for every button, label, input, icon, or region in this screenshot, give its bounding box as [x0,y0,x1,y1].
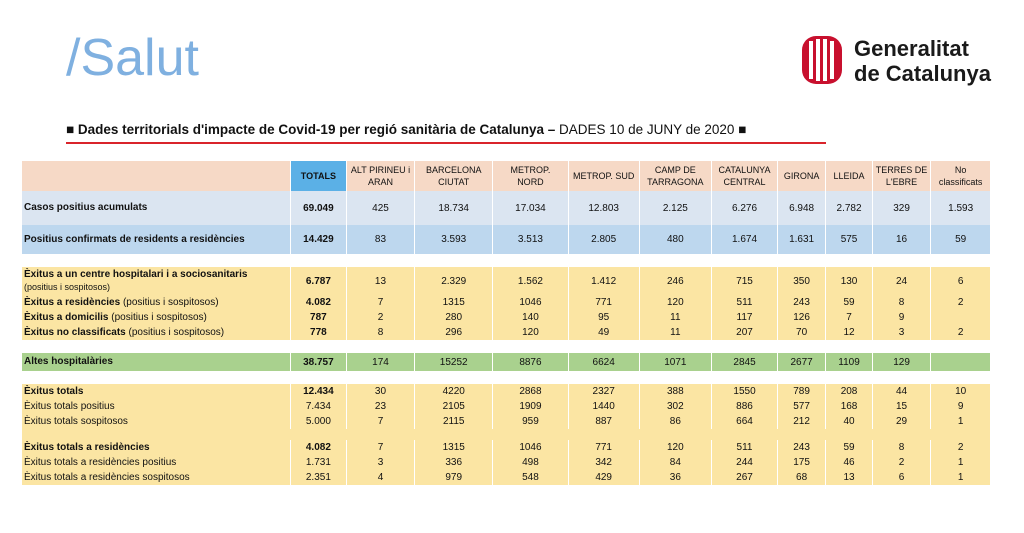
cell: 174 [346,353,415,371]
cell: 95 [568,310,639,325]
row-label-note: (positius i sospitosos) [111,311,207,323]
cell: 350 [777,267,825,295]
cell: 9 [872,310,931,325]
spacer-row [22,371,991,384]
cell: 2868 [493,384,569,399]
cell: 83 [346,225,415,254]
cell-total: 1.731 [291,455,347,470]
cell: 664 [712,414,778,429]
cell: 429 [568,470,639,485]
cell: 6 [872,470,931,485]
row-exitus-no-classificats [22,325,991,340]
row-label-main: Èxitus no classificats [24,326,126,338]
col-header: LLEIDA [826,161,872,191]
cell-total: 4.082 [291,440,347,455]
cell: 15 [872,399,931,414]
row-label-main: Èxitus a un centre hospitalari i a sociosanitaris [24,268,248,280]
cell: 208 [826,384,872,399]
cell: 1109 [826,353,872,371]
cell: 84 [639,455,712,470]
spacer-row [22,254,991,267]
cell: 10 [931,384,991,399]
col-header: CAMP DE TARRAGONA [639,161,712,191]
cell: 1315 [415,295,493,310]
cell: 2.125 [639,191,712,225]
cell: 12 [826,325,872,340]
row-label-note: (positius i sospitosos) [122,296,219,308]
cell: 59 [826,440,872,455]
cell-total: 69.049 [291,191,347,225]
row-label: Èxitus totals sospitosos [22,414,291,429]
report-title-date: DADES 10 de JUNY de 2020 ■ [559,122,747,137]
row-exitus-totals-sospitosos [22,414,991,429]
col-header: BARCELONA CIUTAT [415,161,493,191]
cell: 2115 [415,414,493,429]
cell: 120 [639,440,712,455]
cell: 13 [346,267,415,295]
senyera-icon [802,36,842,84]
col-header: ALT PIRINEU i ARAN [346,161,415,191]
cell: 117 [712,310,778,325]
spacer [22,340,991,353]
cell: 4 [346,470,415,485]
row-label: Èxitus totals a residències [22,440,291,455]
row-label [22,325,291,340]
row-exitus-totals-residencies-sospitosos [22,470,991,485]
cell: 23 [346,399,415,414]
row-label-note: (positius i sospitosos) [128,326,225,338]
cell: 388 [639,384,712,399]
report-title-lead: ■ Dades territorials d'impacte de Covid-19 per regió sanitària de Catalunya – [66,122,556,137]
row-label [22,267,291,295]
cell: 126 [777,310,825,325]
row-residents [22,225,991,254]
row-label: Èxitus totals [22,384,291,399]
cell: 207 [712,325,778,340]
cell: 425 [346,191,415,225]
cell-total: 12.434 [291,384,347,399]
cell: 68 [777,470,825,485]
cell: 1 [931,414,991,429]
cell: 2.805 [568,225,639,254]
cell: 1046 [493,295,569,310]
cell: 8876 [493,353,569,371]
col-header: CATALUNYA CENTRAL [712,161,778,191]
cell: 771 [568,295,639,310]
row-label [22,295,291,310]
cell-total: 4.082 [291,295,347,310]
cell: 302 [639,399,712,414]
cell-total: 5.000 [291,414,347,429]
salut-logo: /Salut [66,29,199,87]
generalitat-logo [802,36,1002,88]
cell-total: 787 [291,310,347,325]
col-header: METROP. NORD [493,161,569,191]
spacer-row [22,429,991,440]
cell: 7 [346,414,415,429]
cell: 12.803 [568,191,639,225]
cell: 9 [931,399,991,414]
col-header: TERRES DE L'EBRE [872,161,931,191]
row-label: Èxitus totals a residències positius [22,455,291,470]
spacer [22,371,991,384]
row-exitus-totals-residencies [22,440,991,455]
cell: 49 [568,325,639,340]
cell: 1315 [415,440,493,455]
cell-total: 778 [291,325,347,340]
cell: 13 [826,470,872,485]
cell: 2 [931,295,991,310]
cell: 2.782 [826,191,872,225]
cell: 887 [568,414,639,429]
cell: 2 [931,325,991,340]
cell: 29 [872,414,931,429]
row-exitus-residencies [22,295,991,310]
col-header: METROP. SUD [568,161,639,191]
col-header: GIRONA [777,161,825,191]
cell: 498 [493,455,569,470]
cell: 8 [872,295,931,310]
cell: 1.593 [931,191,991,225]
cell: 2 [872,455,931,470]
cell: 2677 [777,353,825,371]
cell: 1909 [493,399,569,414]
report-title [66,122,746,137]
generalitat-line2: de Catalunya [854,61,991,86]
row-label: Casos positius acumulats [22,191,291,225]
row-label-main: Èxitus a residències [24,296,121,308]
cell: 1.412 [568,267,639,295]
cell: 2 [346,310,415,325]
cell-total: 14.429 [291,225,347,254]
cell: 175 [777,455,825,470]
cell: 7 [346,440,415,455]
cell: 1440 [568,399,639,414]
cell: 1 [931,470,991,485]
cell: 2105 [415,399,493,414]
cell: 3 [872,325,931,340]
cell: 511 [712,440,778,455]
cell: 771 [568,440,639,455]
col-header: No classificats [931,161,991,191]
cell: 7 [826,310,872,325]
cell: 3.593 [415,225,493,254]
cell: 886 [712,399,778,414]
cell: 296 [415,325,493,340]
cell: 6.276 [712,191,778,225]
cell: 1046 [493,440,569,455]
row-label-main: Èxitus a domicilis [24,311,109,323]
cell: 1.562 [493,267,569,295]
cell [931,310,991,325]
cell: 959 [493,414,569,429]
cell: 129 [872,353,931,371]
row-exitus-totals-residencies-positius [22,455,991,470]
row-exitus-totals [22,384,991,399]
cell: 59 [931,225,991,254]
data-table [22,161,991,485]
row-label: Positius confirmats de residents a residències [22,225,291,254]
cell: 244 [712,455,778,470]
cell: 2.329 [415,267,493,295]
row-label: Èxitus totals positius [22,399,291,414]
cell: 11 [639,325,712,340]
cell: 6624 [568,353,639,371]
row-label-note: (positius i sospitosos) [24,281,111,292]
row-exitus-hospital [22,267,991,295]
cell: 979 [415,470,493,485]
cell: 59 [826,295,872,310]
cell: 8 [872,440,931,455]
cell: 40 [826,414,872,429]
cell: 130 [826,267,872,295]
cell: 480 [639,225,712,254]
cell-total: 38.757 [291,353,347,371]
cell: 577 [777,399,825,414]
cell: 548 [493,470,569,485]
cell [931,353,991,371]
spacer-row [22,340,991,353]
cell: 16 [872,225,931,254]
cell: 1.674 [712,225,778,254]
cell: 46 [826,455,872,470]
cell: 246 [639,267,712,295]
row-exitus-totals-positius [22,399,991,414]
cell: 1 [931,455,991,470]
row-label: Altes hospitalàries [22,353,291,371]
cell: 243 [777,440,825,455]
cell-total: 7.434 [291,399,347,414]
header-label-cell [22,161,291,191]
cell-total: 2.351 [291,470,347,485]
cell: 168 [826,399,872,414]
cell-total: 6.787 [291,267,347,295]
cell: 6.948 [777,191,825,225]
header-row [22,161,991,191]
cell: 18.734 [415,191,493,225]
cell: 3 [346,455,415,470]
cell: 1550 [712,384,778,399]
cell: 70 [777,325,825,340]
cell: 86 [639,414,712,429]
cell: 2 [931,440,991,455]
spacer [22,254,991,267]
row-altes [22,353,991,371]
cell: 120 [493,325,569,340]
cell: 575 [826,225,872,254]
cell: 4220 [415,384,493,399]
row-casos [22,191,991,225]
cell: 15252 [415,353,493,371]
cell: 267 [712,470,778,485]
cell: 8 [346,325,415,340]
cell: 336 [415,455,493,470]
cell: 120 [639,295,712,310]
cell: 11 [639,310,712,325]
cell: 280 [415,310,493,325]
col-header-totals: TOTALS [291,161,347,191]
spacer [22,429,991,440]
cell: 17.034 [493,191,569,225]
cell: 329 [872,191,931,225]
cell: 1.631 [777,225,825,254]
cell: 7 [346,295,415,310]
generalitat-line1: Generalitat [854,36,969,61]
cell: 789 [777,384,825,399]
cell: 24 [872,267,931,295]
cell: 715 [712,267,778,295]
cell: 36 [639,470,712,485]
cell: 6 [931,267,991,295]
cell: 342 [568,455,639,470]
cell: 2845 [712,353,778,371]
row-exitus-domicilis [22,310,991,325]
cell: 140 [493,310,569,325]
cell: 511 [712,295,778,310]
cell: 2327 [568,384,639,399]
row-label [22,310,291,325]
cell: 1071 [639,353,712,371]
cell: 3.513 [493,225,569,254]
cell: 44 [872,384,931,399]
row-label: Èxitus totals a residències sospitosos [22,470,291,485]
generalitat-name [854,36,991,86]
cell: 243 [777,295,825,310]
title-underline [66,142,826,144]
cell: 212 [777,414,825,429]
cell: 30 [346,384,415,399]
